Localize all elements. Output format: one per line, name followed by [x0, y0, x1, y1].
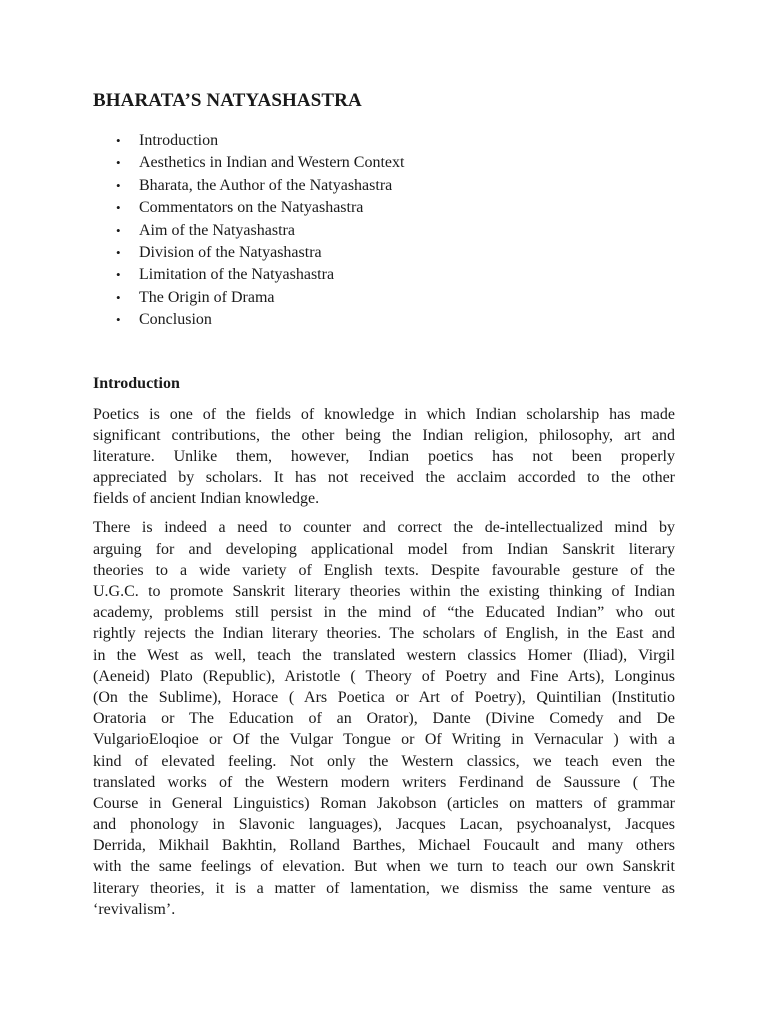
- text-line: (Aeneid) Plato (Republic), Aristotle ( Theory of Poetry and Fine Arts), Longinus: [93, 667, 675, 685]
- introduction-heading: Introduction: [93, 374, 180, 392]
- text-line: in the West as well, teach the translated western classics Homer (Iliad), Virgil: [93, 646, 675, 664]
- introduction-paragraph-2: [93, 517, 675, 920]
- text-line: theories to a wide variety of English texts. Despite favourable gesture of the: [93, 561, 675, 579]
- text-line: translated works of the Western modern writers Ferdinand de Saussure ( The: [93, 773, 675, 791]
- toc-item-label: Commentators on the Natyashastra: [139, 199, 364, 217]
- toc-item: [116, 175, 675, 197]
- toc-item-label: The Origin of Drama: [139, 288, 275, 306]
- bullet-icon: •: [116, 200, 121, 216]
- table-of-contents: [93, 130, 675, 332]
- text-line: Course in General Linguistics) Roman Jakobson (articles on matters of grammar: [93, 794, 675, 812]
- toc-item: [116, 287, 675, 309]
- text-line: arguing for and developing applicational model from Indian Sanskrit literary: [93, 540, 675, 558]
- bullet-icon: •: [116, 155, 121, 171]
- bullet-icon: •: [116, 133, 121, 148]
- toc-item-label: Limitation of the Natyashastra: [139, 266, 335, 284]
- toc-item-label: Bharata, the Author of the Natyashastra: [139, 176, 393, 194]
- toc-item-label: Conclusion: [139, 311, 212, 329]
- text-line: Oratoria or The Education of an Orator), Dante (Divine Comedy and De: [93, 710, 675, 728]
- toc-item: [116, 197, 675, 219]
- toc-item-label: Introduction: [139, 132, 219, 149]
- toc-item: [116, 152, 675, 174]
- text-line: kind of elevated feeling. Not only the Western classics, we teach even the: [93, 752, 675, 770]
- bullet-icon: •: [116, 244, 121, 260]
- bullet-icon: •: [116, 222, 121, 238]
- text-line: academy, problems still persist in the mind of “the Educated Indian” who out: [93, 604, 675, 622]
- text-line: (On the Sublime), Horace ( Ars Poetica or Art of Poetry), Quintilian (Institutio: [93, 688, 675, 706]
- bullet-icon: •: [116, 312, 121, 328]
- toc-item: [116, 264, 675, 286]
- text-line: There is indeed a need to counter and correct the de-intellectualized mind by: [93, 519, 675, 537]
- text-line: U.G.C. to promote Sanskrit literary theories within the existing thinking of Indian: [93, 583, 675, 601]
- introduction-paragraph-1: [93, 404, 675, 510]
- toc-item-label: Aesthetics in Indian and Western Context: [139, 154, 405, 172]
- text-line: ‘revivalism’.: [93, 900, 176, 918]
- bullet-icon: •: [116, 267, 121, 283]
- toc-item-label: Aim of the Natyashastra: [139, 221, 295, 239]
- bullet-icon: •: [116, 289, 121, 305]
- text-line: fields of ancient Indian knowledge.: [93, 490, 320, 508]
- toc-item: [116, 309, 675, 331]
- text-line: and phonology in Slavonic languages), Jacques Lacan, psychoanalyst, Jacques: [93, 816, 675, 834]
- toc-item: [116, 220, 675, 242]
- bullet-icon: •: [116, 177, 121, 193]
- text-line: appreciated by scholars. It has not received the acclaim accorded to the other: [93, 469, 675, 487]
- toc-item: [116, 242, 675, 264]
- text-line: Poetics is one of the fields of knowledge in which Indian scholarship has made: [93, 405, 675, 423]
- text-line: literature. Unlike them, however, Indian poetics has not been properly: [93, 447, 675, 465]
- toc-item-label: Division of the Natyashastra: [139, 243, 322, 261]
- text-line: significant contributions, the other being the Indian religion, philosophy, art and: [93, 426, 675, 444]
- text-line: literary theories, it is a matter of lamentation, we dismiss the same venture as: [93, 879, 675, 897]
- text-line: Derrida, Mikhail Bakhtin, Rolland Barthes, Michael Foucault and many others: [93, 837, 675, 855]
- text-line: with the same feelings of elevation. But when we turn to teach our own Sanskrit: [93, 858, 675, 876]
- text-line: VulgarioEloqioe or Of the Vulgar Tongue or Of Writing in Vernacular ) with a: [93, 731, 675, 749]
- document-page: [93, 88, 675, 928]
- toc-item: [116, 130, 675, 152]
- document-title: BHARATA’S NATYASHASTRA: [93, 90, 362, 111]
- text-line: rightly rejects the Indian literary theories. The scholars of English, in the East and: [93, 625, 675, 643]
